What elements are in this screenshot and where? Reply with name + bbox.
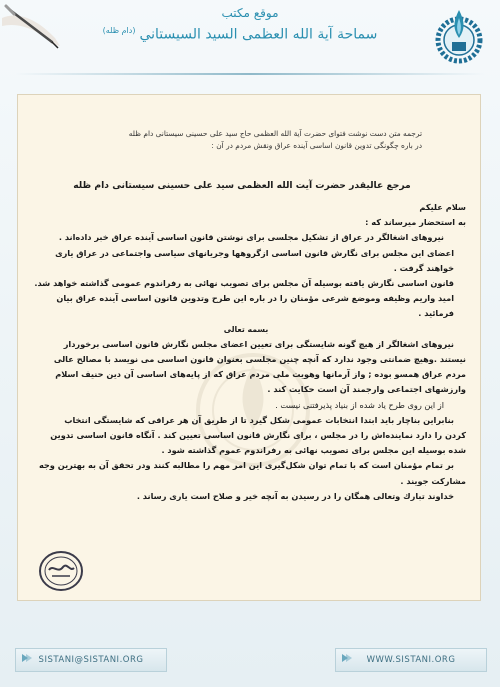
intro-text (22, 128, 422, 152)
answer-line: وارزشهای اجتماعی وارجمند آن است حكايت كند . (267, 384, 466, 395)
question-line: فرمائيد . (418, 308, 454, 319)
greeting: سلام عليكم (419, 202, 466, 212)
answer-line: مشاركت جويند . (400, 475, 466, 486)
footer-email-link[interactable]: SISTANI@SISTANI.ORG (15, 648, 167, 672)
document-body (26, 200, 466, 504)
honorific: (دام ظله) (102, 26, 136, 35)
answer-line: از اين روی طرح ياد شده از بنياد پذيرفتنی نيست . (275, 399, 444, 410)
answer-line: بر تمام مؤمنان است كه با تمام توان شكل‌گيری اين امر مهم را مطالبه كنند ودر تحقق آن به بهترين وجه (38, 460, 454, 471)
site-subtitle-text: سماحة آية الله العظمى السيد السيستاني (139, 26, 378, 43)
arrow-right-icon (339, 651, 353, 665)
header-divider (15, 73, 485, 75)
intro-line: در باره چگونگی تدوين قانون اساسی آينده عراق ونقش مردم در آن : (211, 141, 422, 150)
intro-line: ترجمه متن دست نوشت فتوای حضرت آية الله العظمی حاج سيد علی حسينی سيستانی دام ظله (128, 129, 422, 138)
question-line: نيروهای اشغالگر در عراق از تشكيل مجلسی برای نوشتن قانون اساسی آينده عراق خبر داده‌اند . (58, 232, 444, 243)
site-subtitle (60, 26, 420, 43)
lead-line: به استحضار ميرساند كه : (365, 217, 466, 228)
question-line: خواهند گرفت . (393, 262, 454, 273)
footer-website-link[interactable]: WWW.SISTANI.ORG (335, 648, 487, 672)
fatwa-document (18, 95, 480, 600)
answer-line: نيستند .وهيچ ضمانتی وجود ندارد كه آنچه چنين مجلسی بعنوان قانون اساسی می نويسد با مصالح عالی (53, 354, 466, 365)
answer-title: بسمه تعالی (223, 324, 269, 334)
answer-line: مردم عراق همسو بوده ; واز آرمانها وهويت ملی مردم عراق كه از پايه‌های اساسی آن دين حنيف اسلام (55, 369, 466, 380)
site-title: موقع مكتب (221, 6, 279, 20)
arrow-right-icon (19, 651, 33, 665)
document-heading: مرجع عاليقدر حضرت آيت الله العظمی سيد علی حسينی سيستانی دام ظله (73, 180, 411, 191)
question-line: اميد واريم وظيفه وموضع شرعی مؤمنان را در باره اين طرح وتدوين قانون اساسی آينده عراق بيان (56, 293, 454, 304)
answer-line: كردن را دارد نماينده‌اش را در مجلس ، برای نگارش قانون اساسی تعيين كند . آنگاه قانون اساسی تدوين (50, 430, 466, 441)
question-line: قانون اساسی نگارش يافته بوسيله آن مجلس برای تصويب نهائی به رفراندوم عمومی گذاشته خواهد شد. (34, 278, 454, 289)
office-logo-icon[interactable] (430, 4, 488, 66)
answer-line: بنابراين بناچار بايد ابتدا انتخابات عمومی شكل گيرد تا از طريق آن هر عراقی كه شايستگی انتخاب (64, 414, 454, 425)
answer-line: شده بوسيله اين مجلس برای تصويب نهائی به رفراندوم عموم گذاشته شود . (161, 445, 466, 456)
answer-line: خداوند تبارك وتعالی همگان را در رسيدن به آنچه خير و صلاح است ياری رساند . (136, 490, 454, 501)
official-seal-icon (38, 548, 84, 594)
question-line: اعضای اين مجلس برای نگارش قانون اساسی ازگروهها وجريانهای سياسی واجتماعی در عراق ياری (55, 247, 454, 258)
site-header (0, 0, 500, 95)
answer-line: نيروهای اشغالگر از هيچ گونه شايستگی برای تعيين اعضای مجلس نگارش قانون اساسی برخوردار (63, 338, 454, 349)
